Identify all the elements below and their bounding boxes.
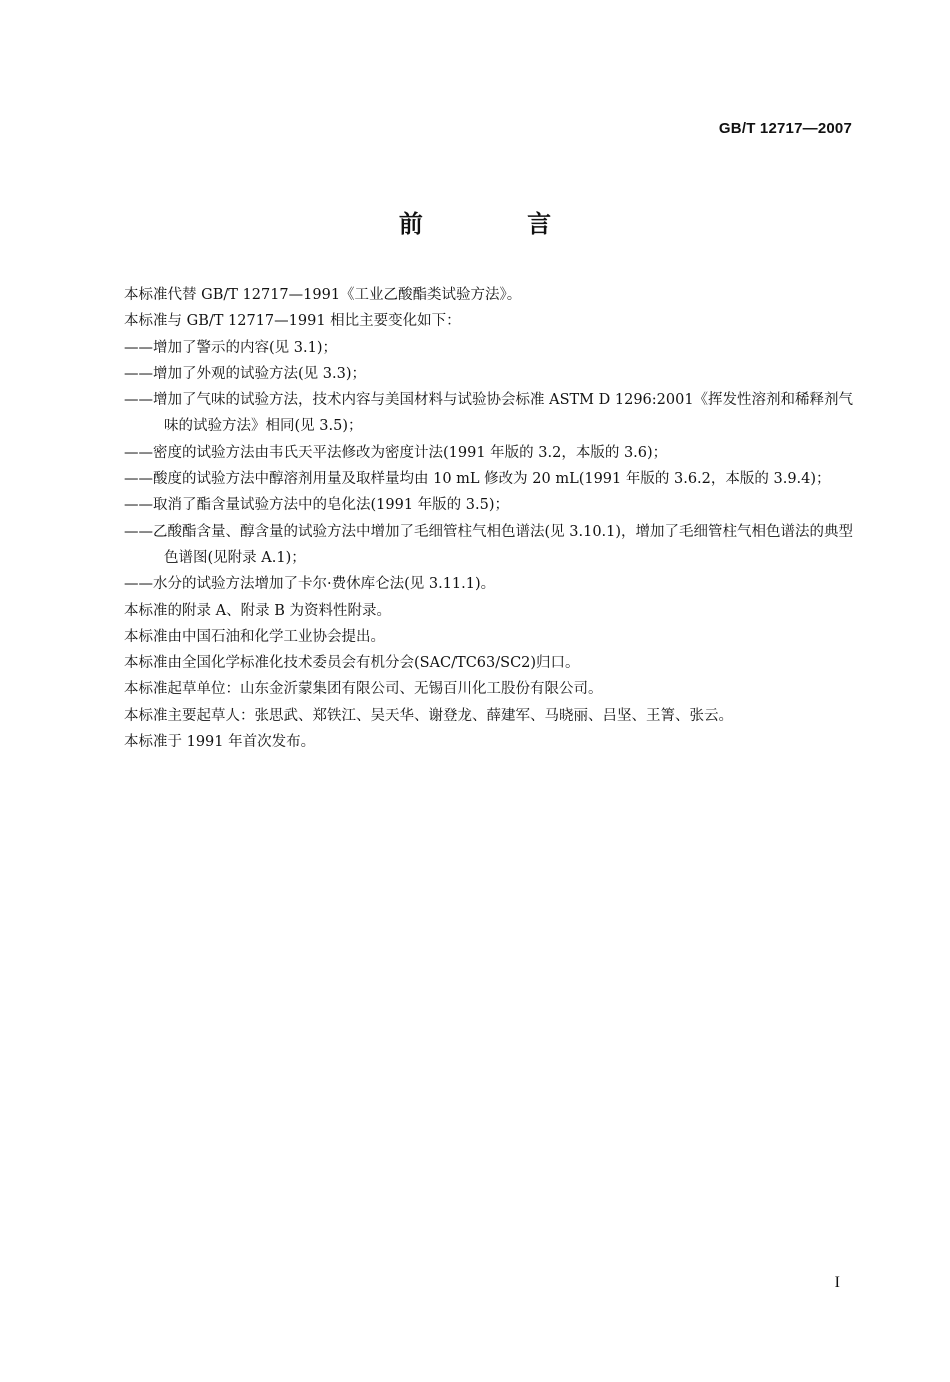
paragraph-first-published: 本标准于 1991 年首次发布。: [124, 734, 316, 751]
page-title: 前 言: [398, 210, 600, 238]
paragraph-changes-intro: 本标准与 GB/T 12717—1991 相比主要变化如下：: [124, 313, 461, 330]
change-item-appearance: ——增加了外观的试验方法(见 3.3)；: [124, 365, 366, 382]
foreword-body: [124, 282, 854, 755]
change-item-acidity: ——酸度的试验方法中醇溶剂用量及取样量均由 10 mL 修改为 20 mL(1991 年版的 3.6.2，本版的 3.9.4)；: [124, 471, 831, 488]
change-item-gas-chromatography: ——乙酸酯含量、醇含量的试验方法中增加了毛细管柱气相色谱法(见 3.10.1)，增加了毛细管柱气相色谱法的典型色谱图(见附录 A.1)；: [124, 523, 854, 566]
paragraph-replaces: 本标准代替 GB/T 12717—1991《工业乙酸酯类试验方法》。: [124, 287, 522, 303]
change-item-odor: ——增加了气味的试验方法，技术内容与美国材料与试验协会标准 ASTM D 1296:2001《挥发性溶剂和稀释剂气味的试验方法》相同(见 3.5)；: [124, 392, 854, 435]
paragraph-proposed-by: 本标准由中国石油和化学工业协会提出。: [124, 628, 385, 645]
standard-code: GB/T 12717—2007: [718, 120, 852, 137]
paragraph-drafters: 本标准主要起草人：张思武、郑铁江、吴天华、谢登龙、薛建军、马晓丽、吕坚、王箐、张云。: [124, 707, 733, 724]
change-item-density: ——密度的试验方法由韦氏天平法修改为密度计法(1991 年版的 3.2，本版的 3.6)；: [124, 444, 668, 461]
paragraph-drafting-units: 本标准起草单位：山东金沂蒙集团有限公司、无锡百川化工股份有限公司。: [124, 681, 603, 698]
change-item-warning: ——增加了警示的内容(见 3.1)；: [124, 339, 337, 356]
page-number: I: [834, 1274, 840, 1291]
change-item-saponification: ——取消了酯含量试验方法中的皂化法(1991 年版的 3.5)；: [124, 497, 509, 514]
change-item-water: ——水分的试验方法增加了卡尔·费休库仑法(见 3.11.1)。: [124, 576, 496, 593]
paragraph-administered-by: 本标准由全国化学标准化技术委员会有机分会(SAC/TC63/SC2)归口。: [124, 655, 580, 672]
paragraph-annexes: 本标准的附录 A、附录 B 为资料性附录。: [124, 602, 391, 619]
